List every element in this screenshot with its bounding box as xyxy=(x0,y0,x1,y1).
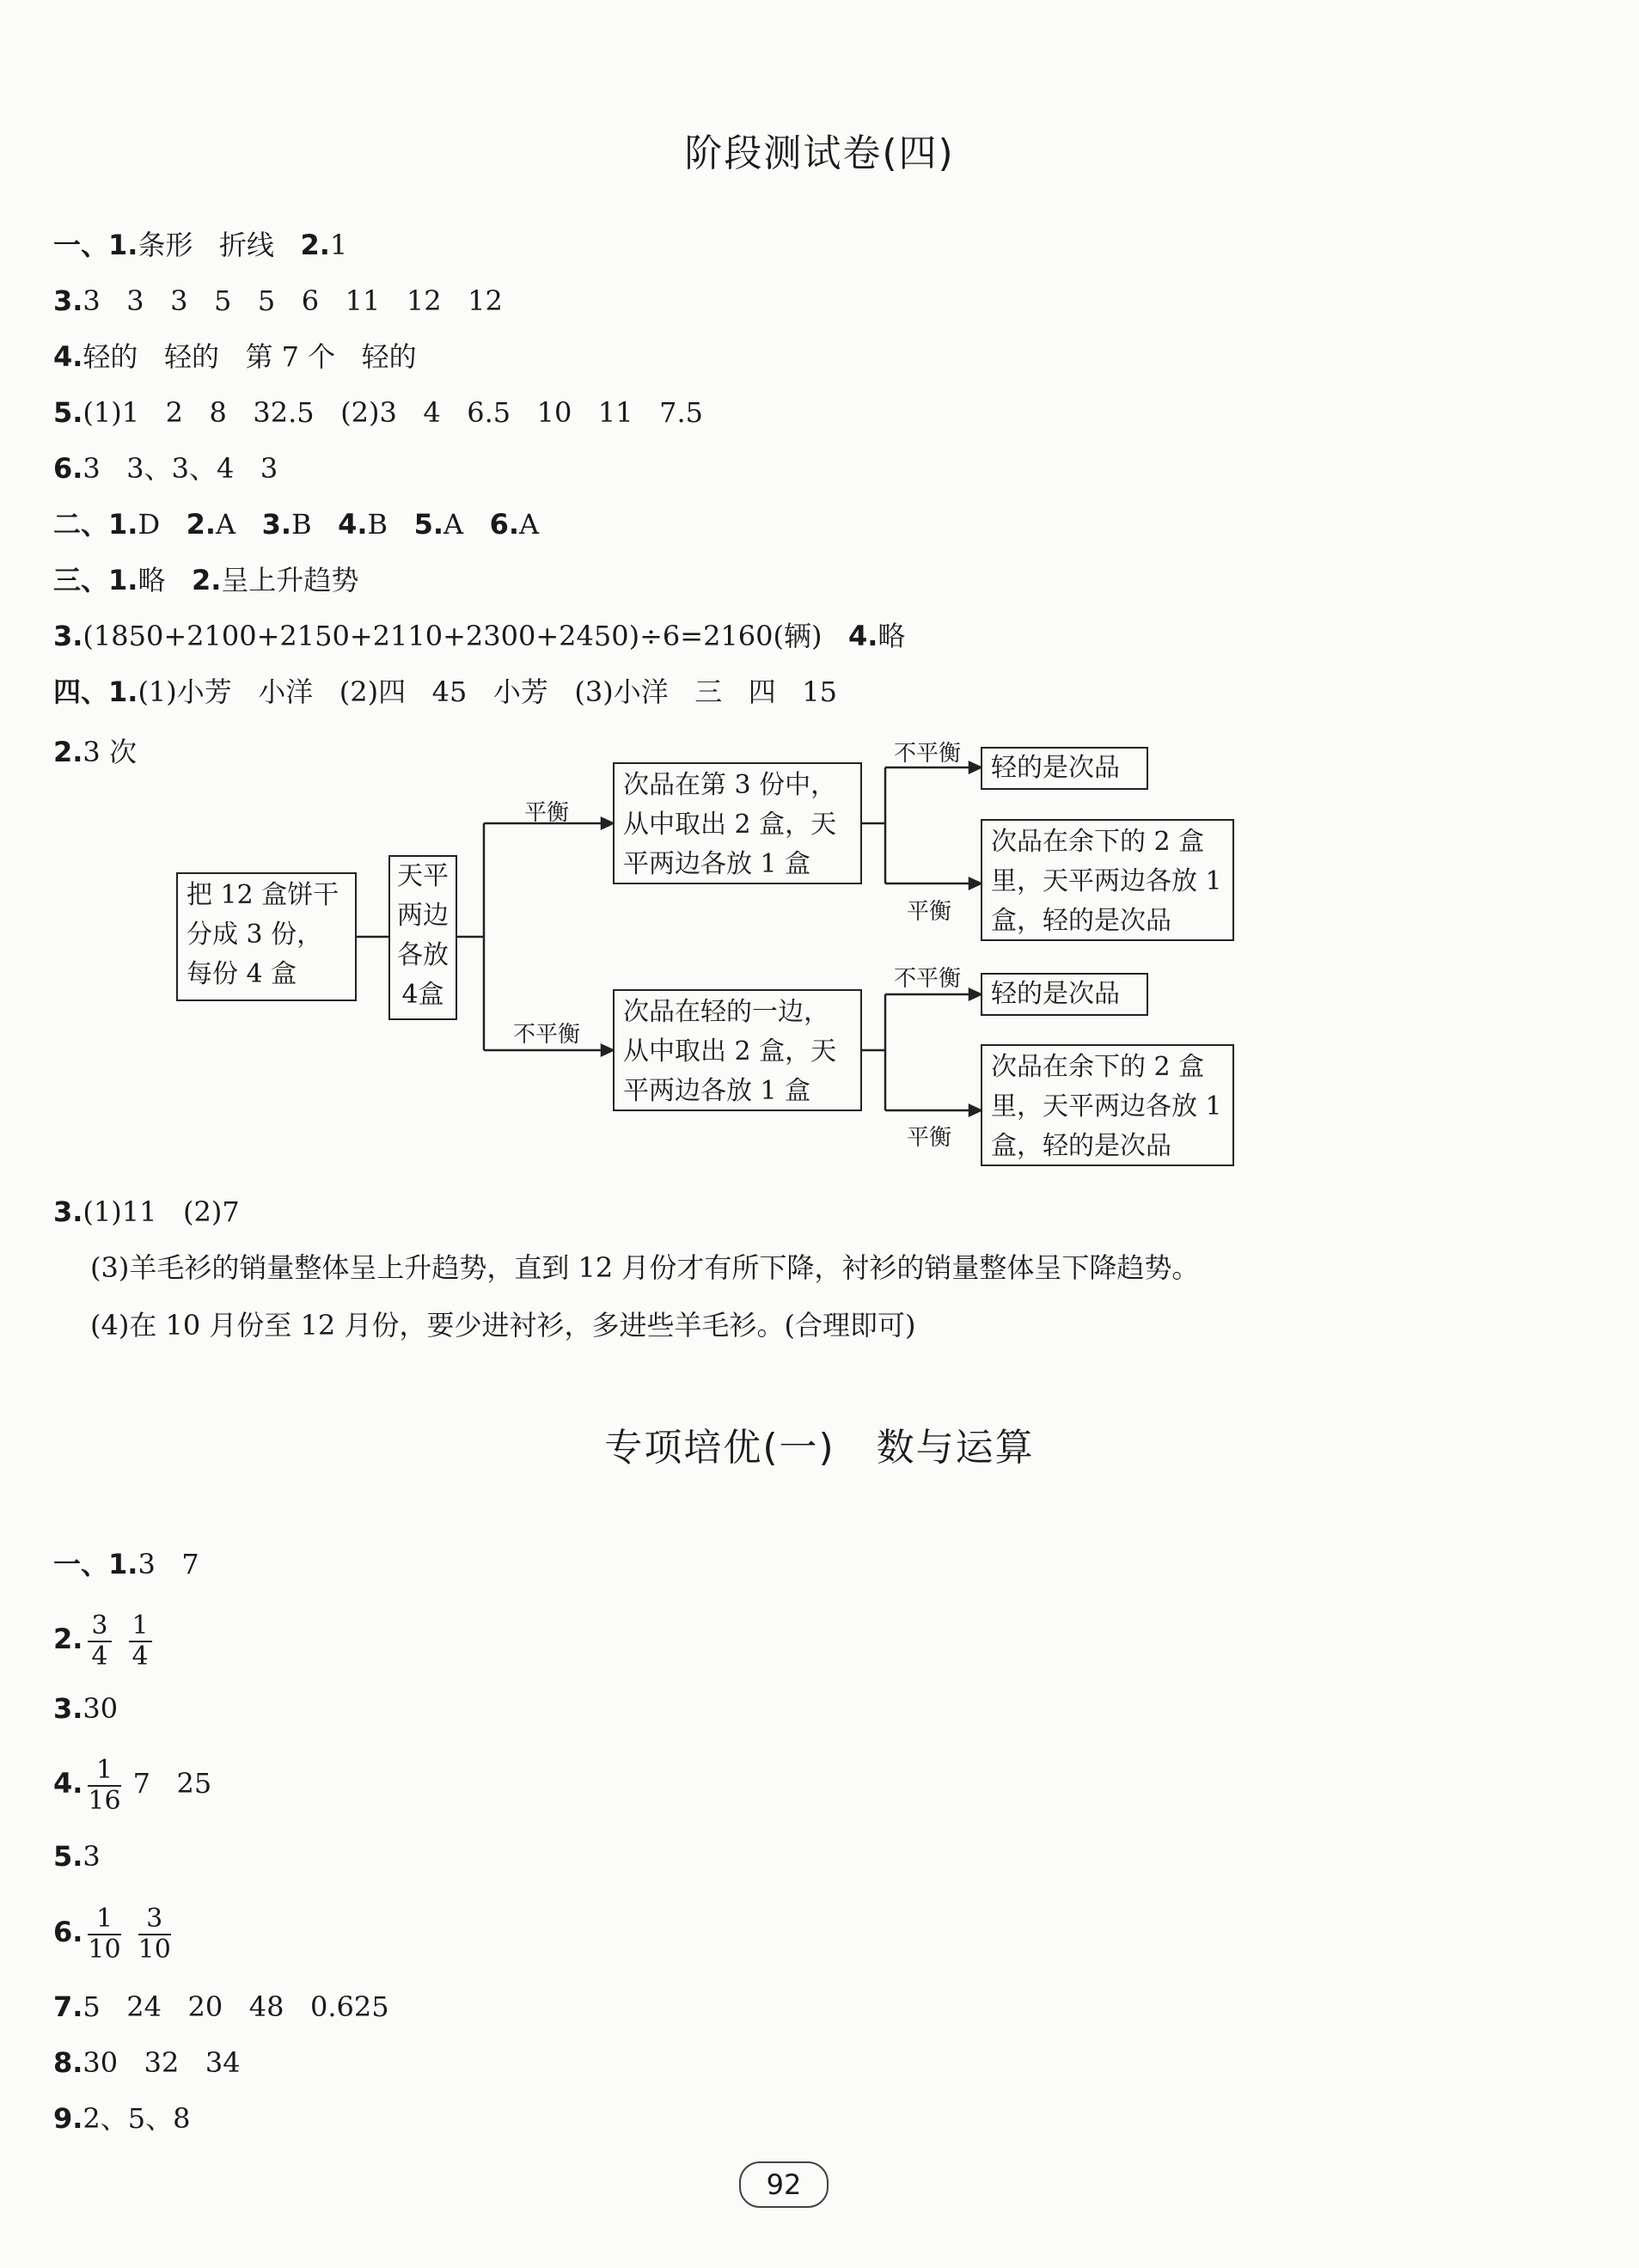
flow-result-light-bottom: 轻的是次品 xyxy=(981,973,1148,1016)
answer-line-s2-7 xyxy=(53,1990,389,2024)
question-number: 3. xyxy=(261,508,292,541)
denominator: 4 xyxy=(91,1641,108,1672)
question-number: 5. xyxy=(413,508,443,541)
answer-line-s2-9 xyxy=(53,2101,191,2136)
answer-text: (1)1 2 8 32.5 (2)3 4 6.5 10 11 7.5 xyxy=(83,396,703,429)
flow-bottom-box: 次品在轻的一边，从中取出 2 盒，天平两边各放 1 盒 xyxy=(613,989,862,1111)
numerator: 3 xyxy=(88,1611,111,1642)
answer-text: B xyxy=(367,508,414,541)
question-number: 9. xyxy=(53,2102,83,2135)
flow-result-rest-bottom: 次品在余下的 2 盒里，天平两边各放 1 盒，轻的是次品 xyxy=(981,1044,1234,1166)
answer-text: 略 xyxy=(878,620,906,652)
flow-label-balance: 平衡 xyxy=(524,800,570,826)
flow-result-rest-top: 次品在余下的 2 盒里，天平两边各放 1 盒，轻的是次品 xyxy=(981,819,1234,941)
question-number: 一、1. xyxy=(53,1548,138,1580)
flow-label-top-balance: 平衡 xyxy=(907,899,952,925)
question-number: 2. xyxy=(53,736,83,768)
question-number: 3. xyxy=(53,284,83,317)
answer-line-s2-8 xyxy=(53,2045,241,2080)
question-number: 四、1. xyxy=(53,676,138,708)
question-number: 二、1. xyxy=(53,508,138,541)
flow-label-top-unbalance: 不平衡 xyxy=(894,741,962,767)
section-title-stage-test: 阶段测试卷(四) xyxy=(684,131,955,175)
question-number: 5. xyxy=(53,1840,83,1873)
answer-paragraph-4: (4)在 10 月份至 12 月份，要少进衬衫，多进些羊毛衫。(合理即可) xyxy=(90,1309,916,1342)
denominator: 10 xyxy=(138,1934,171,1965)
answer-text: 7 25 xyxy=(132,1767,212,1800)
answer-text: 3 次 xyxy=(83,736,137,768)
question-number: 6. xyxy=(53,452,83,485)
answer-line-s2-5 xyxy=(53,1839,101,1874)
answer-text: 1 xyxy=(329,229,348,261)
flow-label-bottom-unbalance: 不平衡 xyxy=(894,966,962,992)
question-number: 5. xyxy=(53,396,83,429)
numerator: 1 xyxy=(129,1611,152,1642)
question-number: 3. xyxy=(53,1195,83,1228)
fraction xyxy=(88,1904,120,1965)
answer-text: 30 32 34 xyxy=(83,2046,241,2079)
question-number: 3. xyxy=(53,1692,83,1725)
answer-text: 2、5、8 xyxy=(83,2102,191,2135)
question-number: 4. xyxy=(338,508,368,541)
question-number: 一、1. xyxy=(53,229,138,261)
flow-start-box: 把 12 盒饼干分成 3 份，每份 4 盒 xyxy=(176,872,357,1001)
answer-text: D xyxy=(138,508,187,541)
question-number: 7. xyxy=(53,1990,83,2023)
answer-text: 3 xyxy=(83,1840,101,1873)
question-number: 三、1. xyxy=(53,564,138,596)
answer-line-s2-6 xyxy=(53,1893,183,1971)
fraction xyxy=(138,1904,171,1965)
answer-text: 呈上升趋势 xyxy=(221,564,359,596)
fraction xyxy=(88,1611,111,1672)
section-title-special-training: 专项培优(一) 数与运算 xyxy=(604,1426,1035,1470)
question-number: 2. xyxy=(53,1623,83,1655)
question-number: 4. xyxy=(53,340,83,373)
flow-scale-box: 天平两边各放4盒 xyxy=(388,855,457,1020)
answer-line-q3 xyxy=(53,1195,240,1229)
page-number: 92 xyxy=(739,2161,829,2208)
fraction xyxy=(129,1611,152,1672)
flow-top-box: 次品在第 3 份中，从中取出 2 盒，天平两边各放 1 盒 xyxy=(613,762,862,884)
answer-text: A xyxy=(216,508,262,541)
flow-result-light-top: 轻的是次品 xyxy=(981,747,1148,790)
question-number: 6. xyxy=(53,1916,83,1948)
answer-text: 5 24 20 48 0.625 xyxy=(83,1990,389,2023)
answer-text: B xyxy=(291,508,339,541)
denominator: 10 xyxy=(88,1934,121,1965)
answer-text: 3 3、3、4 3 xyxy=(83,452,278,485)
answer-text: 条形 折线 xyxy=(138,229,301,261)
answer-line-s2-1 xyxy=(53,1547,199,1581)
answer-text: 30 xyxy=(83,1692,119,1725)
numerator: 1 xyxy=(88,1904,120,1935)
question-number: 4. xyxy=(848,620,878,652)
answer-line-s2-2 xyxy=(53,1600,164,1678)
answer-text: (1850+2100+2150+2110+2300+2450)÷6=2160(辆) xyxy=(83,620,848,652)
flow-label-bottom-balance: 平衡 xyxy=(907,1125,952,1151)
flow-label-unbalance: 不平衡 xyxy=(513,1022,581,1048)
fraction xyxy=(88,1756,120,1816)
answer-text: 3 7 xyxy=(138,1548,199,1580)
numerator: 1 xyxy=(88,1756,120,1787)
answer-text: A xyxy=(519,508,540,541)
question-number: 8. xyxy=(53,2046,83,2079)
answer-text: 略 xyxy=(138,564,192,596)
numerator: 3 xyxy=(138,1904,171,1935)
question-number: 2. xyxy=(191,564,222,596)
question-number: 4. xyxy=(53,1767,83,1800)
answer-paragraph-3: (3)羊毛衫的销量整体呈上升趋势，直到 12 月份才有所下降，衬衫的销量整体呈下降趋势。 xyxy=(90,1251,1200,1284)
answer-text: (1)11 (2)7 xyxy=(83,1195,240,1228)
denominator: 16 xyxy=(88,1785,121,1816)
question-number: 2. xyxy=(300,229,330,261)
answer-text: 轻的 轻的 第 7 个 轻的 xyxy=(83,340,417,373)
answer-text: A xyxy=(443,508,490,541)
question-number: 2. xyxy=(186,508,217,541)
answer-line-s2-3 xyxy=(53,1691,118,1726)
answer-line-s2-4 xyxy=(53,1745,211,1822)
answer-text: 3 3 3 5 5 6 11 12 12 xyxy=(83,284,503,317)
question-number: 3. xyxy=(53,620,83,652)
answer-text: (1)小芳 小洋 (2)四 45 小芳 (3)小洋 三 四 15 xyxy=(138,676,837,708)
denominator: 4 xyxy=(131,1641,149,1672)
question-number: 6. xyxy=(489,508,520,541)
